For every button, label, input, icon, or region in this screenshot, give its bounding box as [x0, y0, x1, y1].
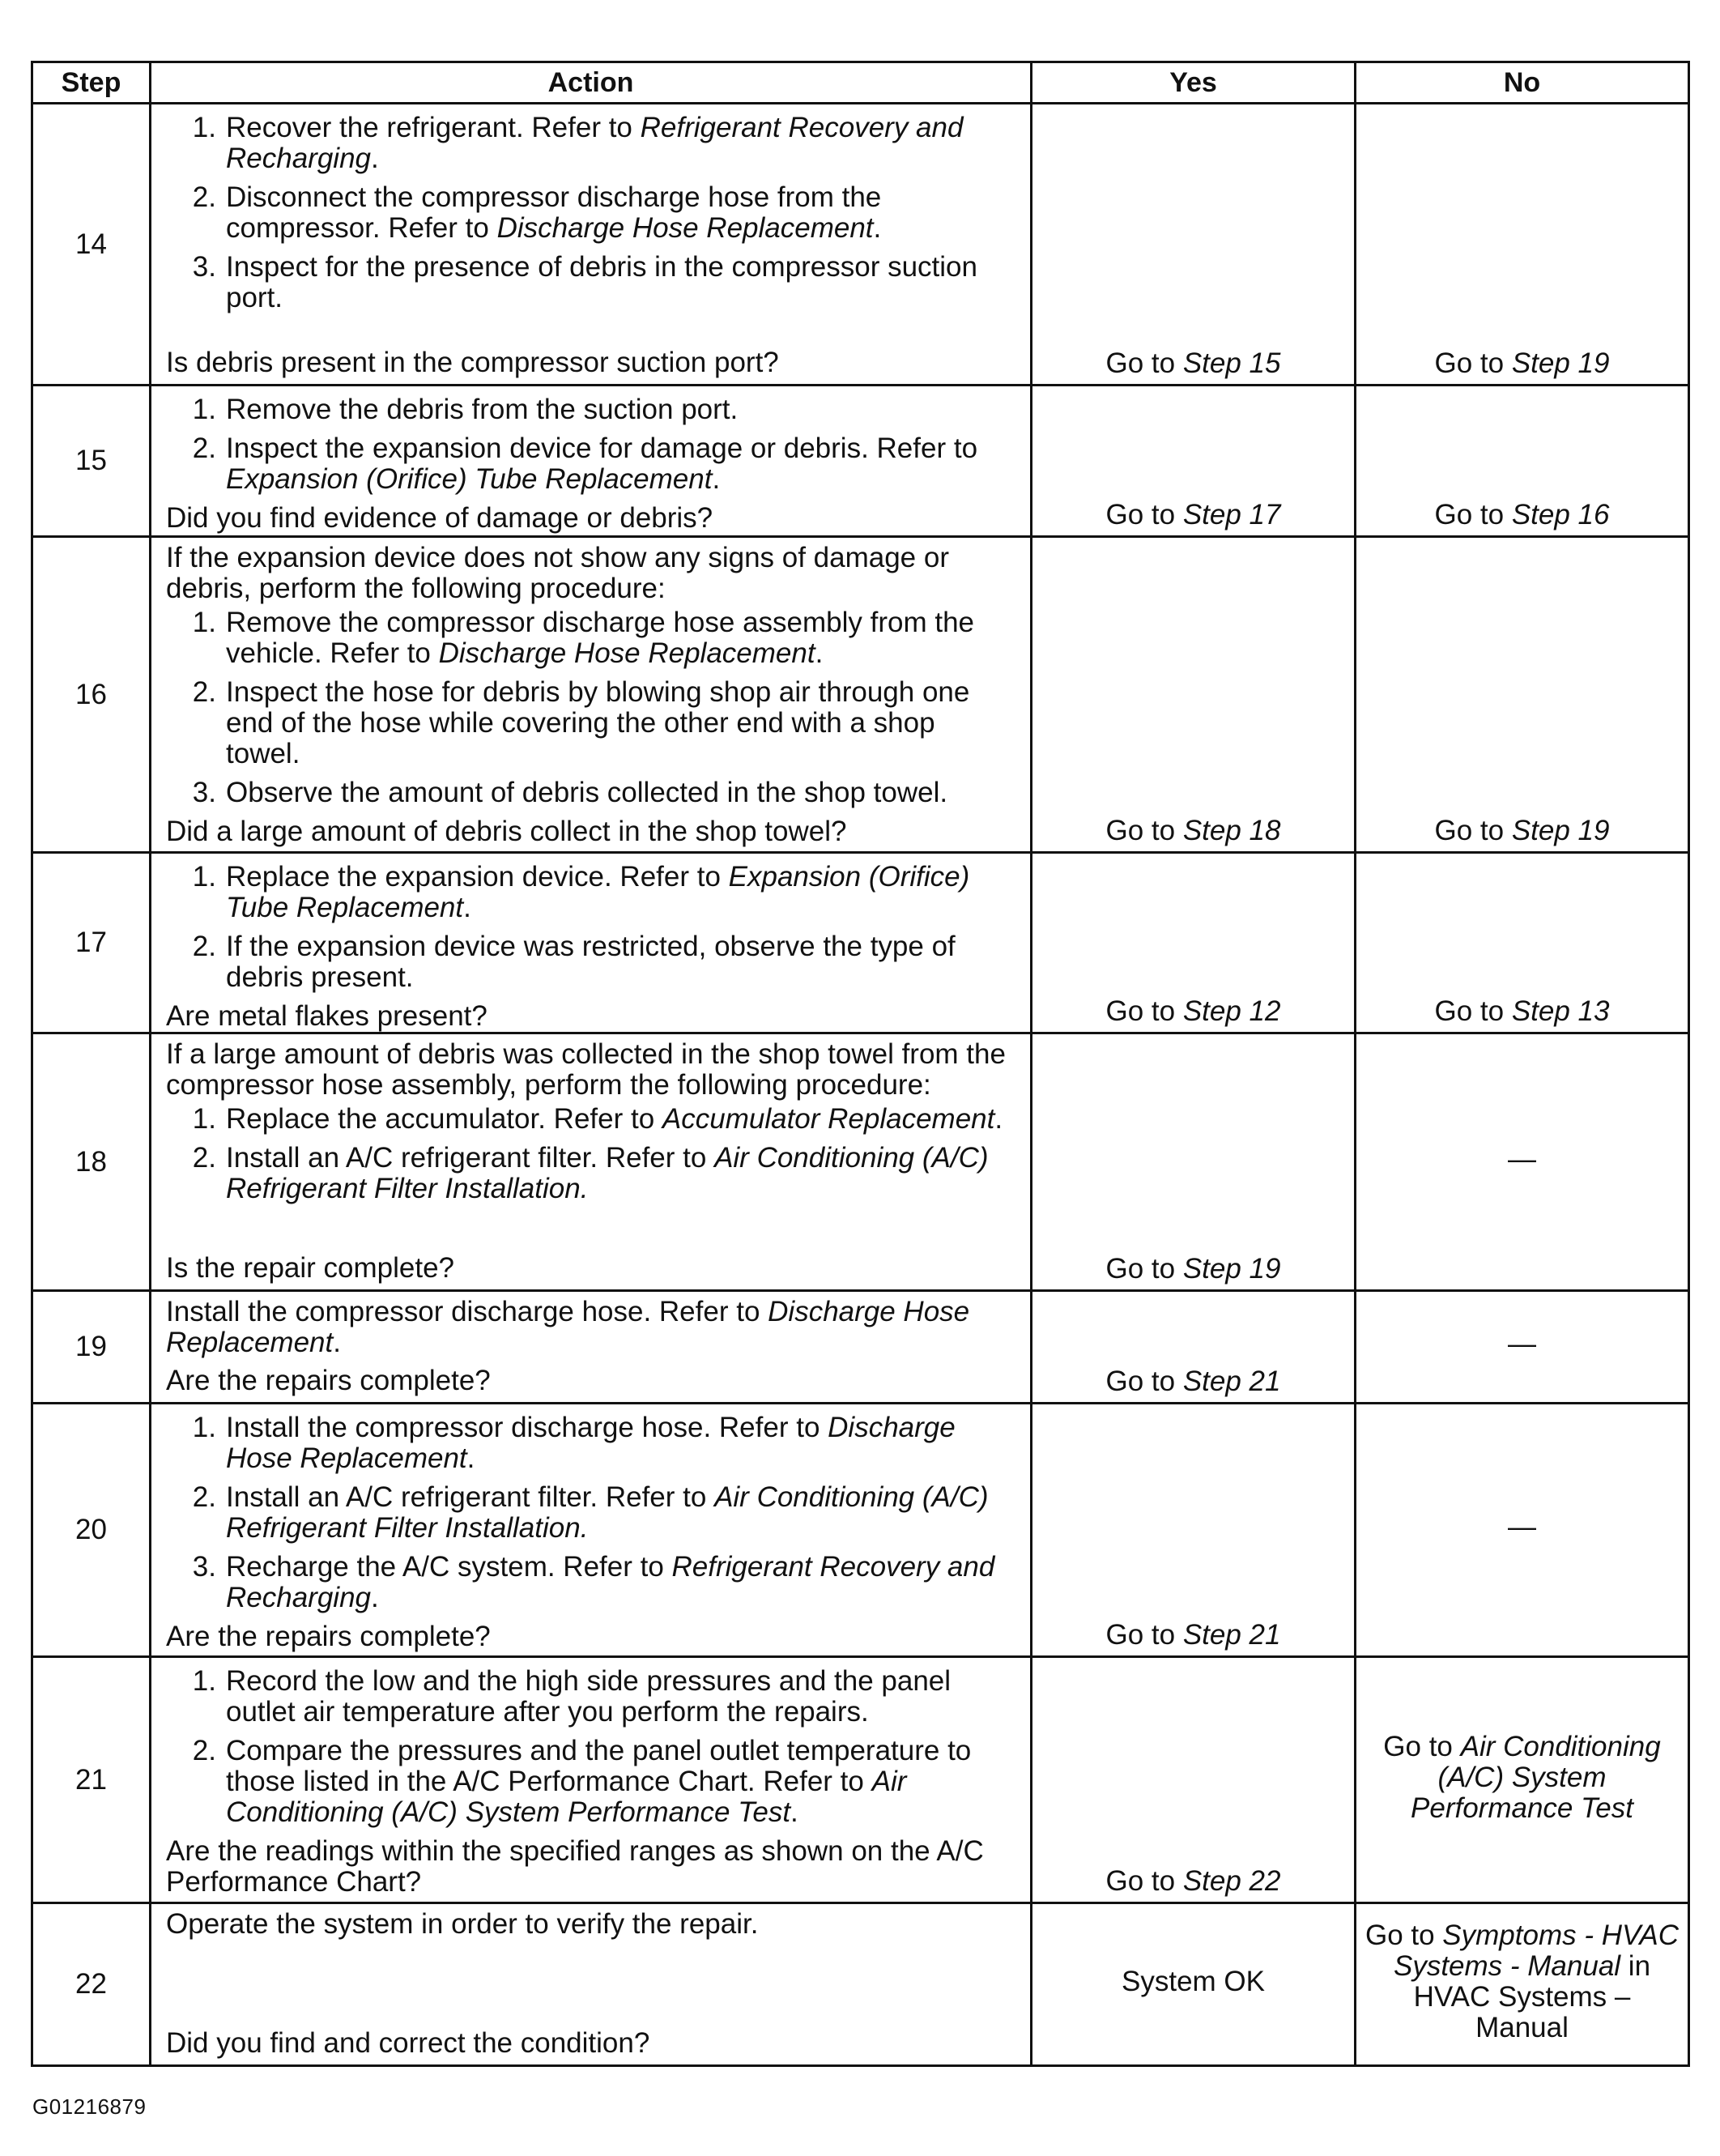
list-item-body: Replace the expansion device. Refer to — [226, 861, 729, 893]
no-result-text: Go to — [1434, 815, 1512, 846]
list-item-number: 1. — [192, 1412, 216, 1443]
action-content — [166, 859, 1015, 1032]
yes-result-reference: Step 21 — [1182, 1366, 1281, 1397]
yes-result-reference: Step 19 — [1182, 1253, 1281, 1285]
action-instructions — [166, 1409, 1015, 1621]
diagnostic-table — [31, 61, 1690, 2067]
yes-result-reference: Step 12 — [1182, 995, 1281, 1027]
yes-result-text: Go to — [1105, 815, 1183, 846]
list-item-body: Recharge the A/C system. Refer to — [226, 1551, 672, 1583]
no-result-reference: Step 19 — [1511, 347, 1610, 379]
list-item — [166, 1666, 1015, 1728]
table-row — [32, 537, 1689, 853]
action-question: Are metal flakes present? — [166, 1000, 487, 1032]
list-item-text — [226, 862, 1015, 923]
list-item-text — [226, 1104, 1015, 1135]
list-item-number: 3. — [192, 1551, 216, 1583]
yes-result-cell — [1032, 104, 1356, 386]
list-item-body: Install an A/C refrigerant filter. Refer to — [226, 1481, 715, 1513]
punctuation: . — [815, 637, 824, 669]
no-result-reference: Air Conditioning (A/C) System Performance Test — [1411, 1730, 1661, 1824]
yes-result-text: Go to — [1105, 1865, 1183, 1897]
action-instructions — [166, 1297, 1015, 1358]
list-item-number: 2. — [192, 931, 216, 962]
header-yes: Yes — [1032, 62, 1356, 104]
step-number: 17 — [32, 853, 151, 1033]
no-result-cell — [1356, 1657, 1689, 1903]
table-row — [32, 386, 1689, 537]
procedure-list — [166, 862, 1015, 993]
no-result-cell — [1356, 1291, 1689, 1404]
list-item-body: Compare the pressures and the panel outlet temperature to those listed in the A/C Performance Chart. Refer to — [226, 1735, 972, 1797]
action-content — [166, 391, 1015, 534]
yes-result-text: Go to — [1105, 499, 1183, 530]
list-item-body: Inspect the expansion device for damage or debris. Refer to — [226, 432, 978, 464]
action-instructions — [166, 543, 1015, 816]
procedure-reference: Expansion (Orifice) Tube Replacement — [226, 861, 970, 923]
list-item-text — [226, 1143, 1015, 1204]
list-item — [166, 607, 1015, 669]
no-result-text: Go to — [1434, 995, 1512, 1027]
list-item-text — [226, 778, 1015, 808]
list-item — [166, 931, 1015, 993]
step-number: 19 — [32, 1291, 151, 1404]
procedure-list — [166, 1412, 1015, 1613]
yes-result-cell — [1032, 1291, 1356, 1404]
action-question: Did you find and correct the condition? — [166, 2027, 650, 2059]
list-item-number: 3. — [192, 777, 216, 808]
step-number: 14 — [32, 104, 151, 386]
no-result-cell — [1356, 1903, 1689, 2066]
list-item-number: 1. — [192, 394, 216, 425]
step-number: 16 — [32, 537, 151, 853]
header-no: No — [1356, 62, 1689, 104]
action-question: Is the repair complete? — [166, 1252, 455, 1284]
action-content — [166, 1409, 1015, 1650]
yes-result-cell — [1032, 853, 1356, 1033]
yes-result-reference: Step 17 — [1182, 499, 1281, 530]
no-result-reference: Step 19 — [1511, 815, 1610, 846]
list-item — [166, 394, 1015, 425]
list-item-text — [226, 1482, 1015, 1544]
list-item-body: Inspect the hose for debris by blowing shop air through one end of the hose while covering the other end with a shop towel. — [226, 676, 970, 769]
list-item-text — [226, 931, 1015, 993]
yes-result-cell — [1032, 1404, 1356, 1657]
list-item-text — [226, 433, 1015, 495]
action-cell — [151, 853, 1032, 1033]
table-row — [32, 1033, 1689, 1291]
no-result-text: — — [1508, 1143, 1536, 1175]
list-item-number: 1. — [192, 861, 216, 893]
list-item-number: 1. — [192, 1103, 216, 1135]
list-item-body: Replace the accumulator. Refer to — [226, 1103, 662, 1135]
list-item-text — [226, 182, 1015, 244]
punctuation: . — [466, 1442, 475, 1474]
list-item — [166, 182, 1015, 244]
action-intro: If the expansion device does not show any signs of damage or debris, perform the following procedure: — [166, 542, 949, 604]
list-item-body: Observe the amount of debris collected in the shop towel. — [226, 777, 948, 808]
step-number: 18 — [32, 1033, 151, 1291]
list-item-text — [226, 394, 1015, 425]
action-content — [166, 1909, 1015, 2059]
action-instructions — [166, 859, 1015, 1001]
no-result-text: — — [1508, 1511, 1536, 1543]
header-action: Action — [151, 62, 1032, 104]
yes-result-text: Go to — [1105, 1366, 1183, 1397]
yes-result-reference: Step 21 — [1182, 1619, 1281, 1651]
action-question: Are the readings within the specified ranges as shown on the A/C Performance Chart? — [166, 1835, 984, 1898]
action-cell — [151, 386, 1032, 537]
table-row — [32, 104, 1689, 386]
no-result-text: Go to — [1434, 499, 1512, 530]
action-cell — [151, 1291, 1032, 1404]
punctuation: . — [873, 212, 882, 244]
yes-result-cell — [1032, 537, 1356, 853]
no-result-cell — [1356, 537, 1689, 853]
no-result-cell — [1356, 1404, 1689, 1657]
action-text-body: Install the compressor discharge hose. Refer to — [166, 1296, 768, 1327]
procedure-reference: Accumulator Replacement — [662, 1103, 995, 1135]
list-item-text — [226, 252, 1015, 313]
yes-result-text: Go to — [1105, 347, 1183, 379]
no-result-text: Go to — [1365, 1920, 1443, 1951]
action-cell — [151, 1404, 1032, 1657]
punctuation: . — [994, 1103, 1003, 1135]
list-item-number: 2. — [192, 1735, 216, 1766]
action-question: Did you find evidence of damage or debris? — [166, 502, 713, 534]
yes-result-text: Go to — [1105, 1253, 1183, 1285]
action-content — [166, 1297, 1015, 1396]
list-item-text — [226, 113, 1015, 174]
list-item-body: Recover the refrigerant. Refer to — [226, 112, 641, 143]
table-row — [32, 853, 1689, 1033]
procedure-reference: Refrigerant Recovery and Recharging — [226, 1551, 995, 1613]
no-result-cell — [1356, 104, 1689, 386]
step-number: 20 — [32, 1404, 151, 1657]
list-item-body: Install an A/C refrigerant filter. Refer to — [226, 1142, 715, 1174]
punctuation: . — [463, 892, 471, 923]
list-item — [166, 1482, 1015, 1544]
no-result-reference: Symptoms - HVAC Systems - Manual — [1393, 1920, 1680, 1982]
list-item — [166, 1552, 1015, 1613]
list-item — [166, 677, 1015, 769]
action-instructions — [166, 1909, 1015, 1940]
procedure-reference: Discharge Hose Replacement — [496, 212, 874, 244]
list-item — [166, 1412, 1015, 1474]
no-result-reference: Step 16 — [1511, 499, 1610, 530]
header-step: Step — [32, 62, 151, 104]
procedure-reference: Expansion (Orifice) Tube Replacement — [226, 463, 713, 495]
list-item-text — [226, 677, 1015, 769]
procedure-list — [166, 394, 1015, 495]
list-item-number: 2. — [192, 432, 216, 464]
yes-result-text: Go to — [1105, 995, 1183, 1027]
table-body — [32, 104, 1689, 2066]
procedure-reference: Air Conditioning (A/C) System Performance Test — [226, 1766, 907, 1828]
punctuation: . — [790, 1796, 798, 1828]
table-row — [32, 1404, 1689, 1657]
yes-result-text: Go to — [1105, 1619, 1183, 1651]
punctuation: . — [371, 143, 379, 174]
action-content — [166, 1039, 1015, 1284]
figure-id: G01216879 — [32, 2094, 147, 2119]
list-item — [166, 433, 1015, 495]
yes-result-cell — [1032, 1033, 1356, 1291]
procedure-list — [166, 607, 1015, 808]
no-result-text: Go to — [1434, 347, 1512, 379]
step-number: 15 — [32, 386, 151, 537]
no-result-cell — [1356, 1033, 1689, 1291]
list-item-body: Disconnect the compressor discharge hose from the compressor. Refer to — [226, 181, 882, 244]
procedure-reference: Air Conditioning (A/C) Refrigerant Filter Installation. — [226, 1142, 989, 1204]
procedure-reference: Discharge Hose Replacement — [226, 1412, 956, 1474]
list-item-text — [226, 1412, 1015, 1474]
list-item-body: Install the compressor discharge hose. Refer to — [226, 1412, 828, 1443]
action-instructions — [166, 1663, 1015, 1836]
table-row — [32, 1291, 1689, 1404]
list-item — [166, 252, 1015, 313]
action-cell — [151, 1657, 1032, 1903]
procedure-list — [166, 113, 1015, 313]
procedure-reference: Refrigerant Recovery and Recharging — [226, 112, 964, 174]
list-item — [166, 778, 1015, 808]
list-item-body: If the expansion device was restricted, observe the type of debris present. — [226, 931, 956, 993]
action-cell — [151, 537, 1032, 853]
no-result-tail: in HVAC Systems – Manual — [1413, 1950, 1651, 2043]
punctuation: . — [333, 1327, 341, 1358]
table-row — [32, 1903, 1689, 2066]
action-content — [166, 1663, 1015, 1896]
list-item-body: Remove the compressor discharge hose assembly from the vehicle. Refer to — [226, 607, 975, 669]
list-item-body: Inspect for the presence of debris in the compressor suction port. — [226, 251, 977, 313]
list-item-number: 2. — [192, 676, 216, 708]
action-content — [166, 543, 1015, 846]
list-item — [166, 1143, 1015, 1204]
no-result-cell — [1356, 386, 1689, 537]
action-question: Is debris present in the compressor suction port? — [166, 347, 779, 378]
punctuation: . — [712, 463, 721, 495]
action-question: Are the repairs complete? — [166, 1365, 491, 1396]
table-row — [32, 1657, 1689, 1903]
list-item-number: 3. — [192, 251, 216, 283]
no-result-text: Go to — [1383, 1730, 1461, 1762]
list-item — [166, 1104, 1015, 1135]
list-item-text — [226, 1552, 1015, 1613]
yes-result-cell — [1032, 386, 1356, 537]
list-item-text — [226, 1736, 1015, 1828]
procedure-reference: Discharge Hose Replacement — [166, 1296, 970, 1358]
list-item-number: 2. — [192, 1142, 216, 1174]
list-item-body: Record the low and the high side pressures and the panel outlet air temperature after you perform the repairs. — [226, 1665, 952, 1728]
procedure-reference: Air Conditioning (A/C) Refrigerant Filter Installation. — [226, 1481, 989, 1544]
action-content — [166, 109, 1015, 378]
list-item-text — [226, 607, 1015, 669]
no-result-text: — — [1508, 1328, 1536, 1360]
action-question: Are the repairs complete? — [166, 1621, 491, 1652]
action-text-body: Operate the system in order to verify the repair. — [166, 1908, 759, 1940]
no-result-cell — [1356, 853, 1689, 1033]
action-cell — [151, 1903, 1032, 2066]
procedure-list — [166, 1666, 1015, 1828]
list-item-text — [226, 1666, 1015, 1728]
action-text — [166, 1297, 1015, 1358]
action-cell — [151, 1033, 1032, 1291]
yes-result-reference: Step 22 — [1182, 1865, 1281, 1897]
procedure-reference: Discharge Hose Replacement — [438, 637, 815, 669]
step-number: 22 — [32, 1903, 151, 2066]
list-item — [166, 1736, 1015, 1828]
yes-result-reference: Step 15 — [1182, 347, 1281, 379]
list-item-number: 1. — [192, 112, 216, 143]
action-question: Did a large amount of debris collect in the shop towel? — [166, 816, 847, 847]
list-item-number: 2. — [192, 1481, 216, 1513]
list-item-number: 2. — [192, 181, 216, 213]
action-cell — [151, 104, 1032, 386]
list-item-body: Remove the debris from the suction port. — [226, 394, 739, 425]
procedure-list — [166, 1104, 1015, 1204]
list-item — [166, 862, 1015, 923]
yes-result-cell — [1032, 1903, 1356, 2066]
no-result-reference: Step 13 — [1511, 995, 1610, 1027]
list-item-number: 1. — [192, 607, 216, 638]
step-number: 21 — [32, 1657, 151, 1903]
list-item — [166, 113, 1015, 174]
action-instructions — [166, 1039, 1015, 1212]
yes-result-cell — [1032, 1657, 1356, 1903]
yes-result-text: System OK — [1122, 1966, 1265, 1997]
punctuation: . — [371, 1582, 379, 1613]
action-instructions — [166, 109, 1015, 322]
list-item-number: 1. — [192, 1665, 216, 1697]
action-intro: If a large amount of debris was collected in the shop towel from the compressor hose assembly, perform the following procedure: — [166, 1038, 1006, 1101]
action-instructions — [166, 391, 1015, 503]
action-text — [166, 1909, 1015, 1940]
yes-result-reference: Step 18 — [1182, 815, 1281, 846]
table-header-row — [32, 62, 1689, 104]
